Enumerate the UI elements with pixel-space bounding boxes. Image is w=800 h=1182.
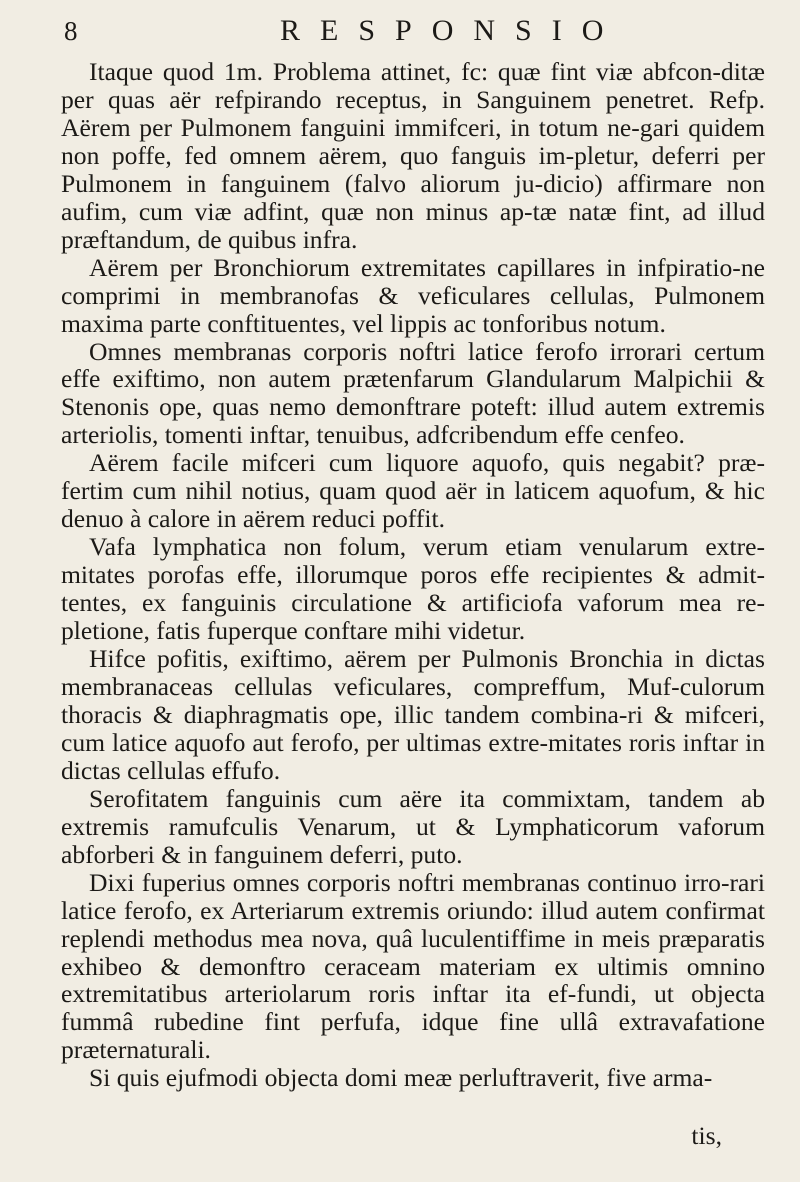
page-number: 8 — [64, 16, 78, 46]
running-head: RESPONSIO — [280, 14, 624, 47]
paragraph: Hifce pofitis, exiftimo, aërem per Pulmonis Bronchia in dictas membranaceas cellulas veficulares, compreffum, Muf-culorum thoracis & diaphragmatis ope, illic tandem combina-ri & mifceri, cum latice aquofo aut ferofo, per ultimas extre-mitates roris inftar in dictas cellulas effufo. — [61, 644, 765, 785]
paragraph: Itaque quod 1m. Problema attinet, fc: quæ fint viæ abfcon-ditæ per quas aër refpirando receptus, in Sanguinem penetret. Refp. Aërem per Pulmonem fanguini immifceri, in totum ne-gari quidem non poffe, fed omnem aërem, quo fanguis im-pletur, deferri per Pulmonem in fanguinem (falvo aliorum ju-dicio) affirmare non aufim, cum viæ adfint, quæ non minus ap-tæ natæ fint, ad illud præftandum, de quibus infra. — [61, 57, 765, 254]
paragraph: Aërem per Bronchiorum extremitates capillares in infpiratio-ne comprimi in membranofas & veficulares cellulas, Pulmonem maxima parte conftituentes, vel lippis ac tonforibus notum. — [61, 252, 765, 338]
paragraph: Serofitatem fanguinis cum aëre ita commixtam, tandem ab extremis ramufculis Venarum, ut & Lymphaticorum vaforum abforberi & in fanguinem deferri, puto. — [61, 783, 765, 869]
body-text — [61, 58, 765, 1092]
catchword: tis, — [691, 1121, 722, 1150]
page-header — [64, 12, 760, 52]
paragraph: Omnes membranas corporis noftri latice ferofo irrorari certum effe exiftimo, non autem prætenfarum Glandularum Malpichii & Stenonis ope, quas nemo demonftrare poteft: illud autem extremis arteriolis, tomenti inftar, tenuibus, adfcribendum effe cenfeo. — [61, 336, 765, 450]
paragraph: Si quis ejufmodi objecta domi meæ perluftraverit, five arma- — [89, 1063, 713, 1093]
paragraph: Aërem facile mifceri cum liquore aquofo, quis negabit? præ-fertim cum nihil notius, quam quod aër in laticem aquofum, & hic denuo à calore in aërem reduci poffit. — [61, 448, 765, 534]
paragraph: Vafa lymphatica non folum, verum etiam venularum extre-mitates porofas effe, illorumque poros effe recipientes & admit-tentes, ex fanguinis circulatione & artificiofa vaforum mea re-pletione, fatis fuperque conftare mihi videtur. — [61, 532, 765, 646]
paragraph: Dixi fuperius omnes corporis noftri membranas continuo irro-rari latice ferofo, ex Arteriarum extremis oriundo: illud autem confirmat replendi methodus mea nova, quâ luculentiffime in meis præparatis exhibeo & demonftro ceraceam materiam ex ultimis omnino extremitatibus arteriolarum roris inftar ita ef-fundi, ut objecta fummâ rubedine fint perfufa, idque fine ullâ extravafatione præternaturali. — [61, 867, 765, 1065]
